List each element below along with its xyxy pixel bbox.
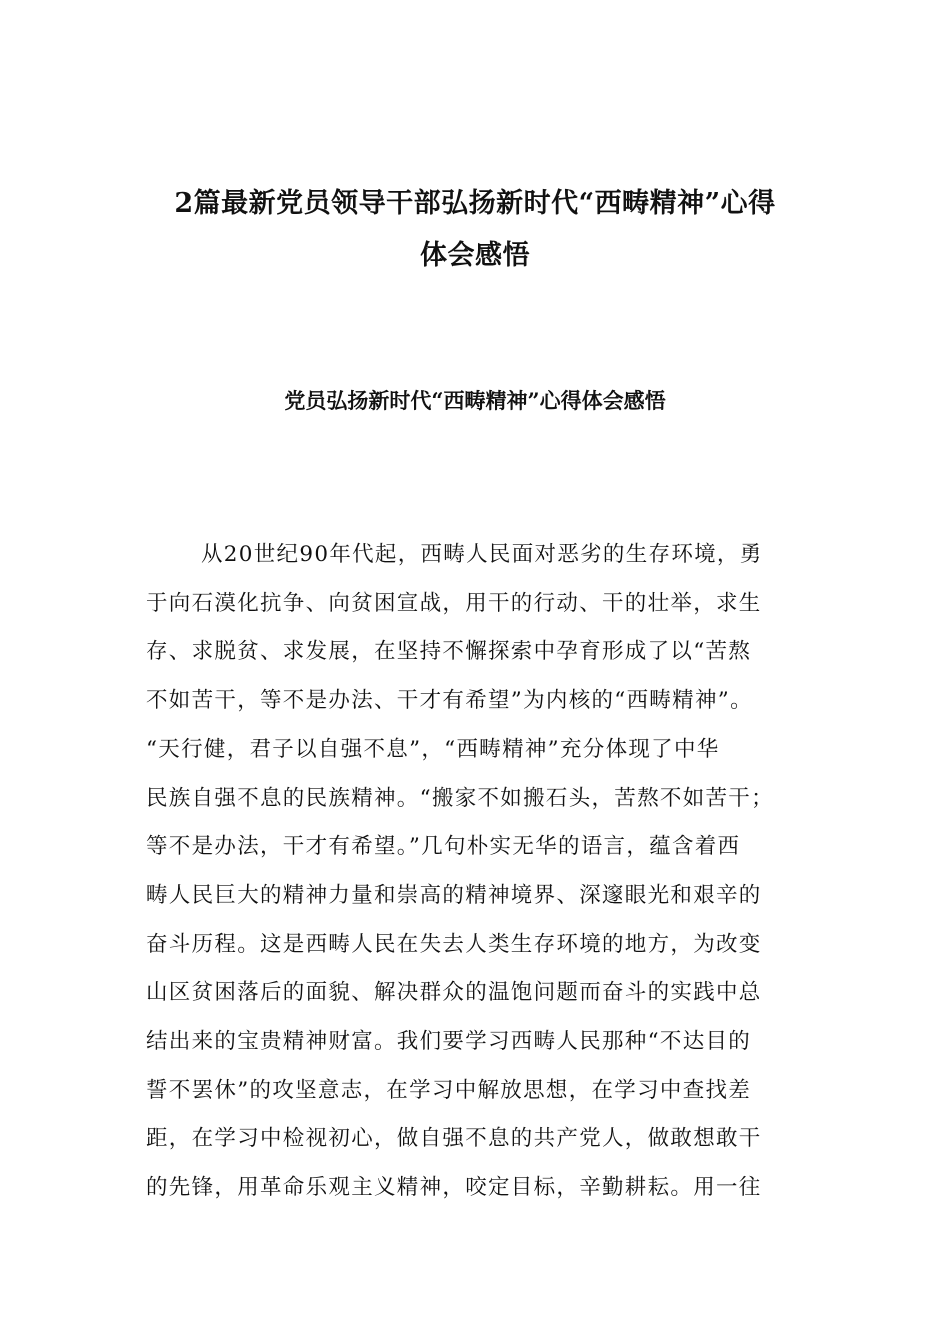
section-heading: 党员弘扬新时代“西畴精神”心得体会感悟 bbox=[284, 388, 666, 413]
paragraph-line: 的先锋，用革命乐观主义精神，咬定目标，辛勤耕耘。用一往 bbox=[146, 1175, 762, 1201]
paragraph-line: 山区贫困落后的面貌、解决群众的温饱问题而奋斗的实践中总 bbox=[146, 980, 762, 1006]
paragraph-line: 等不是办法，干才有希望。”几句朴实无华的语言，蕴含着西 bbox=[146, 834, 741, 860]
title-line: 体会感悟 bbox=[420, 240, 530, 271]
paragraph-line: 从20世纪90年代起，西畴人民面对恶劣的生存环境，勇 bbox=[201, 542, 763, 567]
document-title bbox=[130, 178, 820, 282]
paragraph-line: “天行健，君子以自强不息”，“西畴精神”充分体现了中华 bbox=[146, 736, 720, 762]
body-paragraph bbox=[146, 531, 810, 1213]
paragraph-line: 民族自强不息的民族精神。“搬家不如搬石头，苦熬不如苦干； bbox=[146, 785, 774, 811]
title-line: 2篇最新党员领导干部弘扬新时代“西畴精神”心得 bbox=[174, 188, 776, 219]
paragraph-line: 结出来的宝贵精神财富。我们要学习西畴人民那种“不达目的 bbox=[146, 1029, 752, 1055]
paragraph-line: 不如苦干，等不是办法、干才有希望”为内核的“西畴精神”。 bbox=[146, 688, 753, 714]
paragraph-line: 奋斗历程。这是西畴人民在失去人类生存环境的地方，为改变 bbox=[146, 931, 762, 957]
paragraph-line: 誓不罢休”的攻坚意志，在学习中解放思想，在学习中查找差 bbox=[146, 1077, 752, 1103]
paragraph-line: 存、求脱贫、求发展，在坚持不懈探索中孕育形成了以“苦熬 bbox=[146, 639, 752, 665]
paragraph-line: 于向石漠化抗争、向贫困宣战，用干的行动、干的壮举，求生 bbox=[146, 590, 762, 616]
paragraph-line: 距，在学习中检视初心，做自强不息的共产党人，做敢想敢干 bbox=[146, 1126, 762, 1152]
paragraph-line: 畴人民巨大的精神力量和崇高的精神境界、深邃眼光和艰辛的 bbox=[146, 882, 762, 908]
